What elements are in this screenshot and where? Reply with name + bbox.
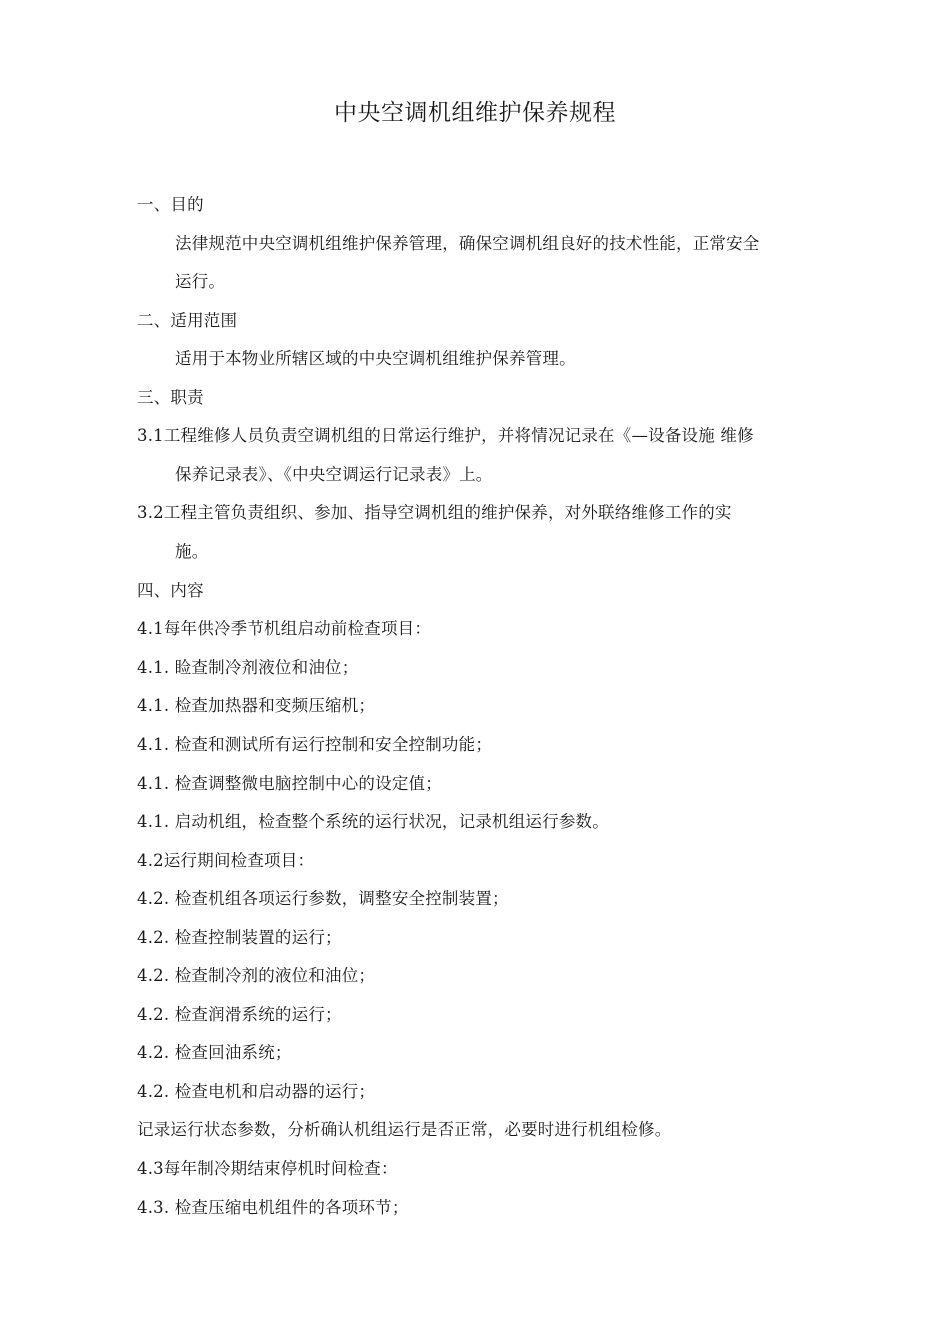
list-item: 4.2. 检查制冷剂的液位和油位； bbox=[137, 966, 376, 985]
paragraph-line: 法律规范中央空调机组维护保养管理，确保空调机组良好的技术性能，正常安全 bbox=[175, 234, 760, 253]
list-item: 4.1. 检查加热器和变频压缩机； bbox=[137, 696, 376, 715]
paragraph-line: 适用于本物业所辖区域的中央空调机组维护保养管理。 bbox=[175, 349, 576, 368]
paragraph-line: 记录运行状态参数，分析确认机组运行是否正常，必要时进行机组检修。 bbox=[137, 1120, 672, 1139]
section-heading-purpose: 一、目的 bbox=[137, 195, 204, 214]
paragraph-line: 施。 bbox=[175, 542, 209, 561]
subsection-heading: 4.3每年制冷期结束停机时间检查： bbox=[137, 1159, 398, 1178]
paragraph-line: 3.1工程维修人员负责空调机组的日常运行维护，并将情况记录在《—设备设施 维修 bbox=[137, 426, 754, 445]
section-heading-duties: 三、职责 bbox=[137, 388, 204, 407]
section-heading-content: 四、内容 bbox=[137, 581, 204, 600]
list-item: 4.3. 检查压缩电机组件的各项环节； bbox=[137, 1198, 409, 1217]
paragraph-line: 3.2工程主管负责组织、参加、指导空调机组的维护保养，对外联络维修工作的实 bbox=[137, 503, 732, 522]
list-item: 4.2. 检查回油系统； bbox=[137, 1043, 292, 1062]
list-item: 4.1. 检查和测试所有运行控制和安全控制功能； bbox=[137, 735, 493, 754]
list-item: 4.2. 检查电机和启动器的运行； bbox=[137, 1082, 376, 1101]
section-heading-scope: 二、适用范围 bbox=[137, 311, 238, 330]
paragraph-line: 运行。 bbox=[175, 272, 226, 291]
list-item: 4.1. 检查调整微电脑控制中心的设定值； bbox=[137, 774, 442, 793]
list-item: 4.1. 启动机组，检查整个系统的运行状况，记录机组运行参数。 bbox=[137, 812, 609, 831]
paragraph-line: 保养记录表》、《中央空调运行记录表》上。 bbox=[175, 465, 493, 484]
subsection-heading: 4.2运行期间检查项目： bbox=[137, 851, 315, 870]
document-title: 中央空调机组维护保养规程 bbox=[334, 100, 616, 126]
list-item: 4.2. 检查机组各项运行参数，调整安全控制装置； bbox=[137, 889, 509, 908]
list-item: 4.2. 检查润滑系统的运行； bbox=[137, 1005, 342, 1024]
list-item: 4.2. 检查控制装置的运行； bbox=[137, 928, 342, 947]
list-item: 4.1. 睑查制冷剂液位和油位； bbox=[137, 658, 359, 677]
subsection-heading: 4.1每年供冷季节机组启动前检查项目： bbox=[137, 619, 432, 638]
